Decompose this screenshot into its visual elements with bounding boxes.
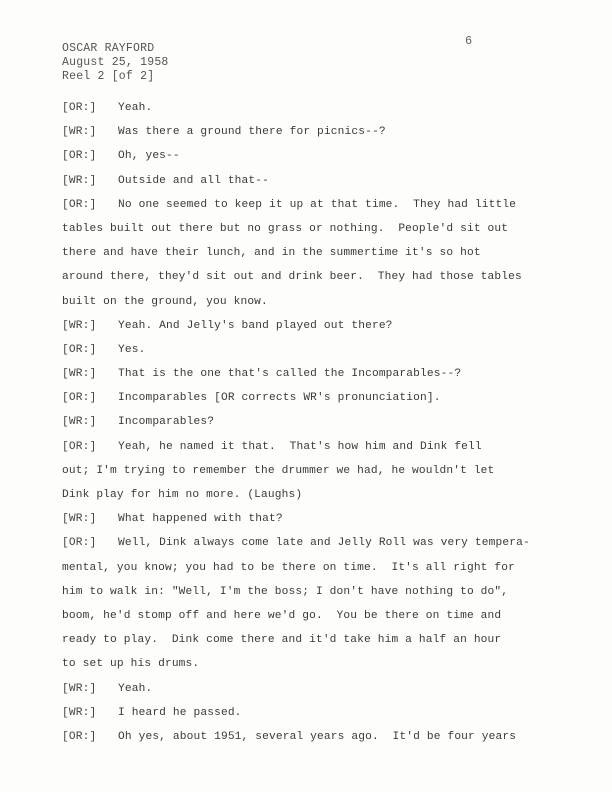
transcript-text: there and have their lunch, and in the summertime it's so hot <box>62 247 481 260</box>
transcript-text: to set up his drums. <box>62 658 200 671</box>
transcript-line <box>62 101 562 125</box>
speaker-label: [OR:] <box>62 150 97 163</box>
transcript-line <box>62 343 562 367</box>
transcript-entry <box>62 391 562 415</box>
transcript-entry <box>62 174 562 198</box>
transcript-text: Yeah. <box>118 102 153 114</box>
transcript-text: Well, Dink always come late and Jelly Roll was very tempera- <box>118 537 530 550</box>
speaker-label: [WR:] <box>62 174 97 187</box>
transcript-text: him to walk in: "Well, I'm the boss; I don't have nothing to do", <box>62 585 509 598</box>
speaker-label: [WR:] <box>62 682 97 695</box>
transcript-entry <box>62 149 562 173</box>
transcript-line <box>62 633 562 657</box>
speaker-label: [OR:] <box>62 537 97 550</box>
transcript-text: What happened with that? <box>118 513 283 526</box>
transcript-line <box>62 512 562 536</box>
transcript-line <box>62 561 562 585</box>
transcript-line <box>62 198 562 222</box>
speaker-label: [OR:] <box>62 198 97 211</box>
speaker-label: [WR:] <box>62 706 97 719</box>
transcript-text: Incomparables? <box>118 416 215 429</box>
transcript-text: Yeah, he named it that. That's how him and Dink fell <box>118 440 482 453</box>
transcript-entry <box>62 125 562 149</box>
transcript-entry <box>62 536 562 681</box>
transcript-line <box>62 488 562 512</box>
transcript-text: No one seemed to keep it up at that time. They had little <box>118 198 517 211</box>
transcript-text: mental, you know; you had to be there on time. It's all right for <box>62 561 515 574</box>
transcript-text: Yeah. And Jelly's band played out there? <box>118 319 393 332</box>
transcript-text: built on the ground, you know. <box>62 295 268 308</box>
transcript-text: I heard he passed. <box>118 706 242 719</box>
speaker-label: [OR:] <box>62 392 97 405</box>
transcript-entry <box>62 440 562 513</box>
transcript-text: Was there a ground there for picnics--? <box>118 126 386 139</box>
transcript-line <box>62 174 562 198</box>
transcript-text: Oh, yes-- <box>118 150 180 163</box>
transcript-entry <box>62 682 562 706</box>
document-header <box>62 42 169 84</box>
transcript-line <box>62 367 562 391</box>
transcript-line <box>62 270 562 294</box>
transcript-text: ready to play. Dink come there and it'd take him a half an hour <box>62 634 502 647</box>
transcript-entry <box>62 512 562 536</box>
interview-date: August 25, 1958 <box>62 56 169 69</box>
transcript-entry <box>62 415 562 439</box>
transcript-line <box>62 440 562 464</box>
transcript-line <box>62 295 562 319</box>
speaker-label: [OR:] <box>62 730 97 743</box>
transcript-entry <box>62 730 562 754</box>
speaker-label: [WR:] <box>62 319 97 332</box>
speaker-label: [WR:] <box>62 368 97 381</box>
transcript-text: Yeah. <box>118 682 153 695</box>
transcript-text: boom, he'd stomp off and here we'd go. You be there on time and <box>62 609 502 622</box>
transcript-line <box>62 415 562 439</box>
transcript-text: Outside and all that-- <box>118 174 269 187</box>
transcript-line <box>62 609 562 633</box>
transcript-line <box>62 464 562 488</box>
speaker-label: [WR:] <box>62 416 97 429</box>
speaker-label: [OR:] <box>62 440 97 453</box>
transcript-entry <box>62 367 562 391</box>
transcript-line <box>62 246 562 270</box>
transcript-entry <box>62 101 562 125</box>
transcript-text: out; I'm trying to remember the drummer we had, he wouldn't let <box>62 464 495 477</box>
transcript-line <box>62 730 562 754</box>
speaker-label: [WR:] <box>62 513 97 526</box>
transcript-text: Dink play for him no more. (Laughs) <box>62 489 303 501</box>
transcript-line <box>62 222 562 246</box>
transcript-line <box>62 149 562 173</box>
transcript-line <box>62 706 562 730</box>
transcript-entry <box>62 343 562 367</box>
transcript-entry <box>62 706 562 730</box>
reel-label: Reel 2 [of 2] <box>62 70 155 83</box>
speaker-label: [WR:] <box>62 126 97 139</box>
transcript-text: That is the one that's called the Incomparables--? <box>118 368 462 381</box>
transcript-entry <box>62 319 562 343</box>
transcript-line <box>62 536 562 560</box>
transcript-text: Yes. <box>118 343 146 356</box>
transcript-line <box>62 585 562 609</box>
transcript-text: around there, they'd sit out and drink beer. They had those tables <box>62 271 522 284</box>
speaker-label: [OR:] <box>62 102 97 114</box>
transcript-text: Oh yes, about 1951, several years ago. It'd be four years <box>118 730 517 743</box>
transcript-text: tables built out there but no grass or nothing. People'd sit out <box>62 222 509 235</box>
transcript-line <box>62 391 562 415</box>
transcript-line <box>62 657 562 681</box>
page-number: 6 <box>465 34 473 48</box>
transcript-line <box>62 682 562 706</box>
transcript-line <box>62 125 562 149</box>
interviewee-name: OSCAR RAYFORD <box>62 42 155 55</box>
transcript-line <box>62 319 562 343</box>
speaker-label: [OR:] <box>62 343 97 356</box>
transcript-entry <box>62 198 562 319</box>
transcript-text: Incomparables [OR corrects WR's pronunciation]. <box>118 392 441 405</box>
transcript-body <box>62 101 562 754</box>
